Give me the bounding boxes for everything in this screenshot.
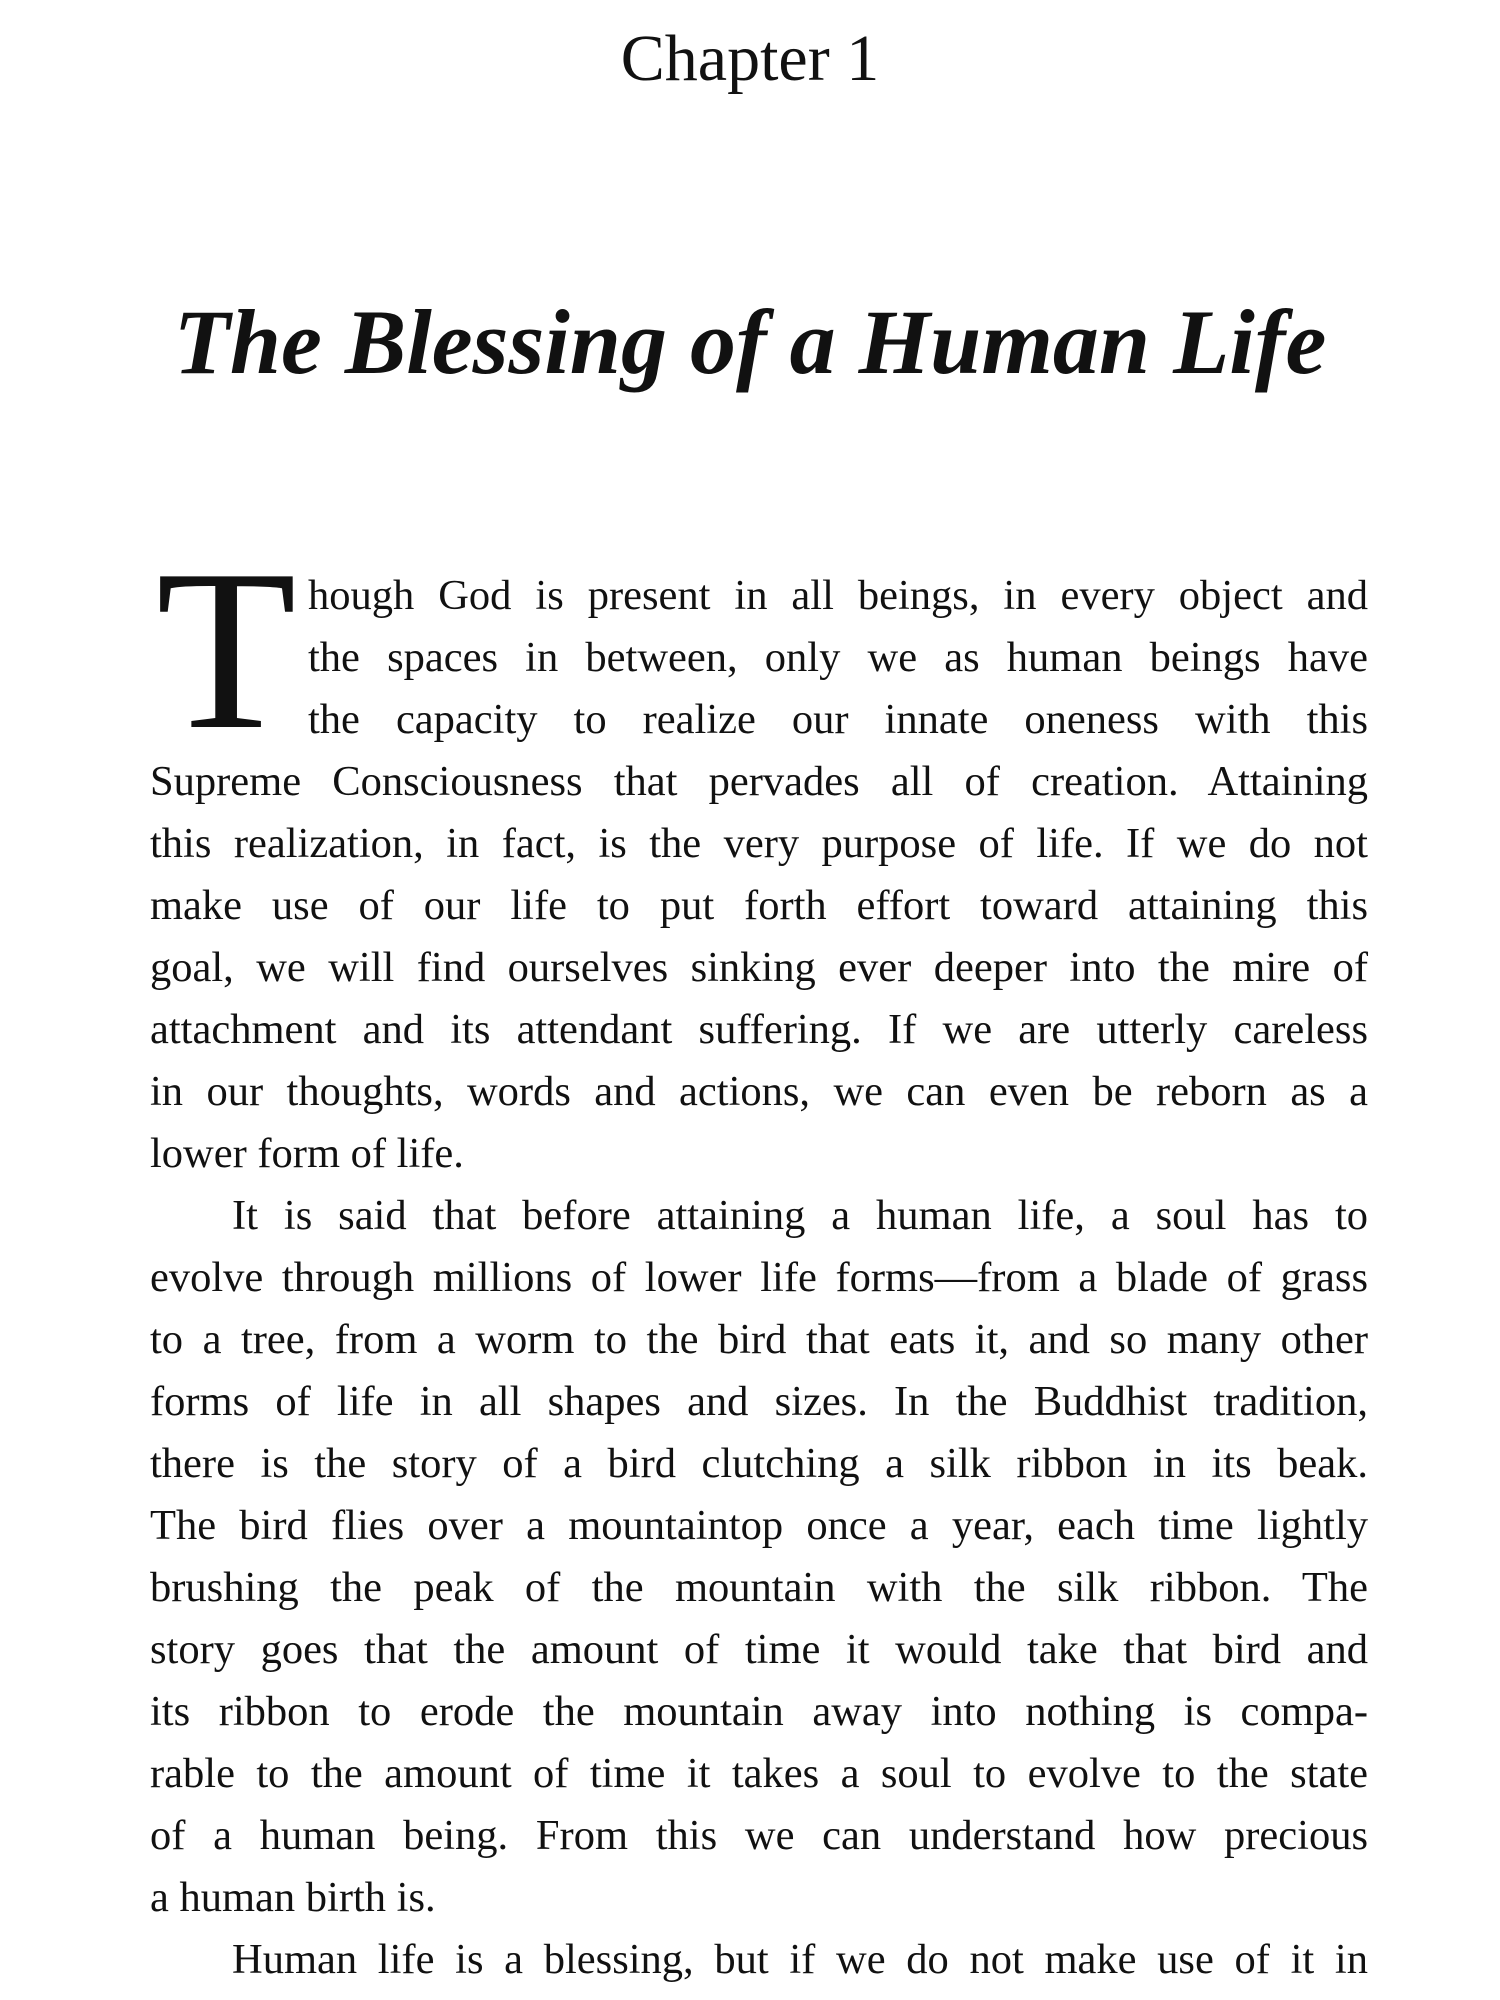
drop-cap: T <box>156 522 297 777</box>
text-line: It is said that before attaining a human life, a soul has to <box>232 1192 1368 1239</box>
text-line: attachment and its attendant suffering. If we are utterly careless <box>150 1006 1368 1053</box>
text-line: The bird flies over a mountaintop once a year, each time lightly <box>150 1502 1368 1549</box>
text-line: lower form of life. <box>150 1130 464 1177</box>
chapter-title: The Blessing of a Human Life <box>173 291 1327 393</box>
text-line: the capacity to realize our innate oneness with this <box>308 696 1368 743</box>
chapter-number: Chapter 1 <box>620 22 880 95</box>
text-line: Human life is a blessing, but if we do not make use of it in <box>232 1936 1368 1983</box>
text-line: story goes that the amount of time it would take that bird and <box>150 1626 1368 1673</box>
text-line: to a tree, from a worm to the bird that eats it, and so many other <box>150 1316 1368 1363</box>
text-line: rable to the amount of time it takes a soul to evolve to the state <box>150 1750 1368 1797</box>
text-line: in our thoughts, words and actions, we can even be reborn as a <box>150 1068 1368 1115</box>
text-line: of a human being. From this we can understand how precious <box>150 1812 1368 1859</box>
text-line: hough God is present in all beings, in every object and <box>308 572 1368 619</box>
body-text <box>150 522 1368 1991</box>
text-line: this realization, in fact, is the very purpose of life. If we do not <box>150 820 1368 867</box>
text-line: goal, we will find ourselves sinking ever deeper into the mire of <box>150 944 1368 991</box>
text-line: forms of life in all shapes and sizes. In the Buddhist tradition, <box>150 1378 1368 1425</box>
text-line: a human birth is. <box>150 1874 436 1921</box>
text-line: there is the story of a bird clutching a silk ribbon in its beak. <box>150 1440 1368 1487</box>
text-line: its ribbon to erode the mountain away into nothing is compa- <box>150 1688 1368 1735</box>
text-line: make use of our life to put forth effort toward attaining this <box>150 882 1368 929</box>
text-line: brushing the peak of the mountain with the silk ribbon. The <box>150 1564 1368 1611</box>
text-line: evolve through millions of lower life forms—from a blade of grass <box>150 1254 1368 1301</box>
text-line: Supreme Consciousness that pervades all of creation. Attaining <box>150 758 1368 805</box>
text-line: the spaces in between, only we as human beings have <box>308 634 1368 681</box>
